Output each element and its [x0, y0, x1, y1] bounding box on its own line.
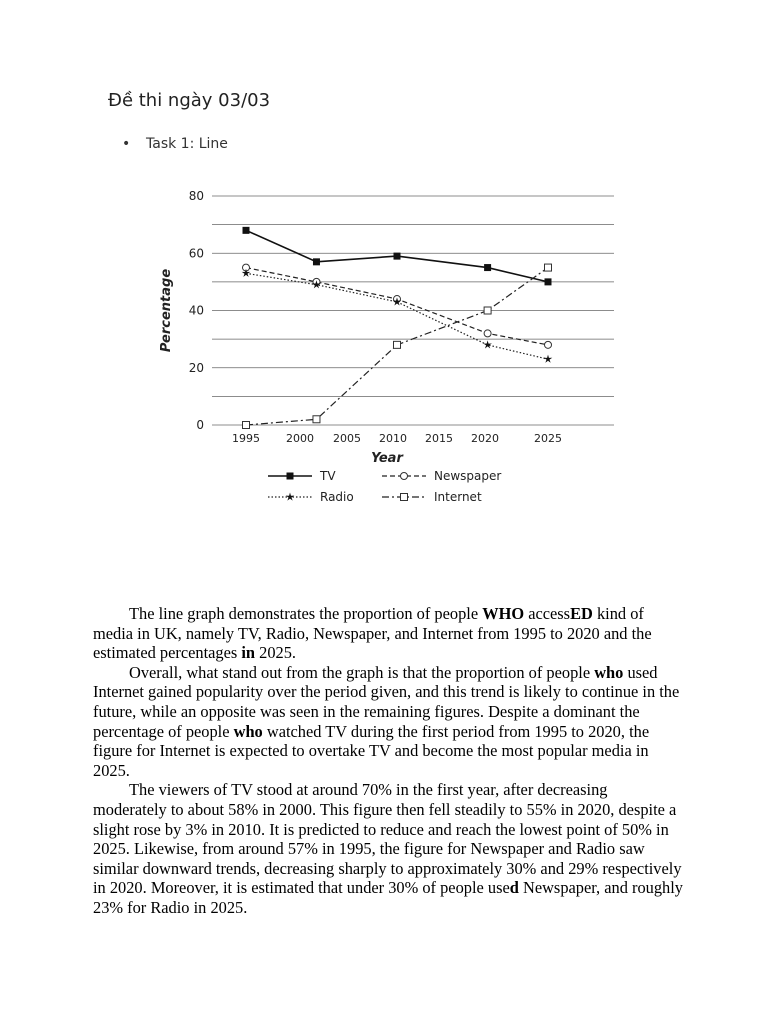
bold-run: who: [594, 662, 624, 682]
essay-paragraph: [93, 663, 683, 781]
bold-run: who: [233, 721, 263, 741]
x-tick-label: 2015: [425, 432, 453, 445]
series-line-newspaper: [246, 268, 548, 345]
bullet-icon: •: [122, 136, 131, 152]
y-tick-label: 60: [188, 246, 204, 261]
data-point-internet: [313, 416, 320, 423]
bold-run: ED: [570, 604, 593, 623]
task-text: Task 1: Line: [146, 136, 228, 152]
essay-paragraph: [93, 604, 683, 663]
bold-run: in: [241, 643, 256, 663]
legend-label-newspaper: Newspaper: [434, 469, 502, 483]
x-tick-label: 1995: [232, 432, 260, 445]
essay-paragraph: [93, 780, 683, 917]
data-point-tv: [394, 253, 401, 260]
data-point-radio: [544, 355, 553, 363]
data-point-newspaper: [545, 341, 552, 348]
y-tick-label: 20: [188, 360, 204, 375]
x-tick-label: 2000: [286, 432, 314, 445]
data-point-newspaper: [484, 330, 491, 337]
data-point-tv: [243, 227, 250, 234]
data-point-internet: [545, 264, 552, 271]
legend-marker-tv: [287, 473, 294, 480]
data-point-internet: [394, 341, 401, 348]
data-point-radio: [483, 340, 492, 348]
text-run: kind of media in UK, namely TV, Radio, Newspaper, and Internet from 1995 to 2020 and the estimated percentages: [93, 604, 652, 663]
data-point-tv: [313, 258, 320, 265]
data-point-internet: [243, 422, 250, 429]
essay-text: [93, 604, 683, 918]
y-tick-label: 80: [188, 189, 204, 203]
line-chart: [140, 180, 640, 520]
x-tick-label: 2025: [534, 432, 562, 445]
data-point-internet: [484, 307, 491, 314]
legend-label-internet: Internet: [434, 490, 482, 504]
task-label: [122, 136, 228, 152]
y-tick-label: 0: [196, 418, 204, 432]
x-tick-label: 2005: [333, 432, 361, 445]
bold-run: WHO: [482, 604, 525, 623]
text-run: Overall, what stand out from the graph is that the proportion of people: [129, 662, 595, 682]
text-run: The line graph demonstrates the proportion of people: [129, 604, 483, 623]
legend-marker-internet: [401, 494, 408, 501]
text-run: The viewers of TV stood at around 70% in the first year, after decreasing moderately to about 58% in 2000. This figure then fell steadily to 55% in 2020, despite a slight rose by 3% in 2010. It is predicted to reduce and reach the lowest point of 50% in 2025. Likewise, from around 57% in 1995, the figure for Newspaper and Radio saw similar downward trends, decreasing sharply to approximately 30% and 29% respectively in 2020. Moreover, it is estimated that under 30% of people use: [93, 780, 682, 898]
y-axis-label: Percentage: [159, 268, 174, 353]
text-run: access: [524, 604, 571, 623]
data-point-tv: [484, 264, 491, 271]
page-title: Đề thi ngày 03/03: [108, 90, 271, 111]
bold-run: d: [509, 878, 519, 898]
x-axis-label: Year: [371, 451, 403, 466]
x-tick-label: 2010: [379, 432, 407, 445]
legend-label-tv: TV: [320, 469, 336, 483]
text-run: used Internet gained popularity over the period given, and this trend is likely to continue in the future, while an opposite was seen in the remaining figures. Despite a dominant the percentage of people: [93, 662, 680, 741]
text-run: Newspaper, and roughly 23% for Radio in 2025.: [93, 878, 684, 917]
text-run: 2025.: [255, 643, 297, 663]
text-run: watched TV during the first period from 1995 to 2020, the figure for Internet is expected to overtake TV and become the most popular media in 2025.: [93, 721, 650, 780]
y-tick-label: 40: [188, 303, 204, 318]
x-tick-label: 2020: [471, 432, 499, 445]
legend-label-radio: Radio: [320, 490, 354, 504]
data-point-tv: [545, 278, 552, 285]
legend-marker-newspaper: [401, 473, 408, 480]
